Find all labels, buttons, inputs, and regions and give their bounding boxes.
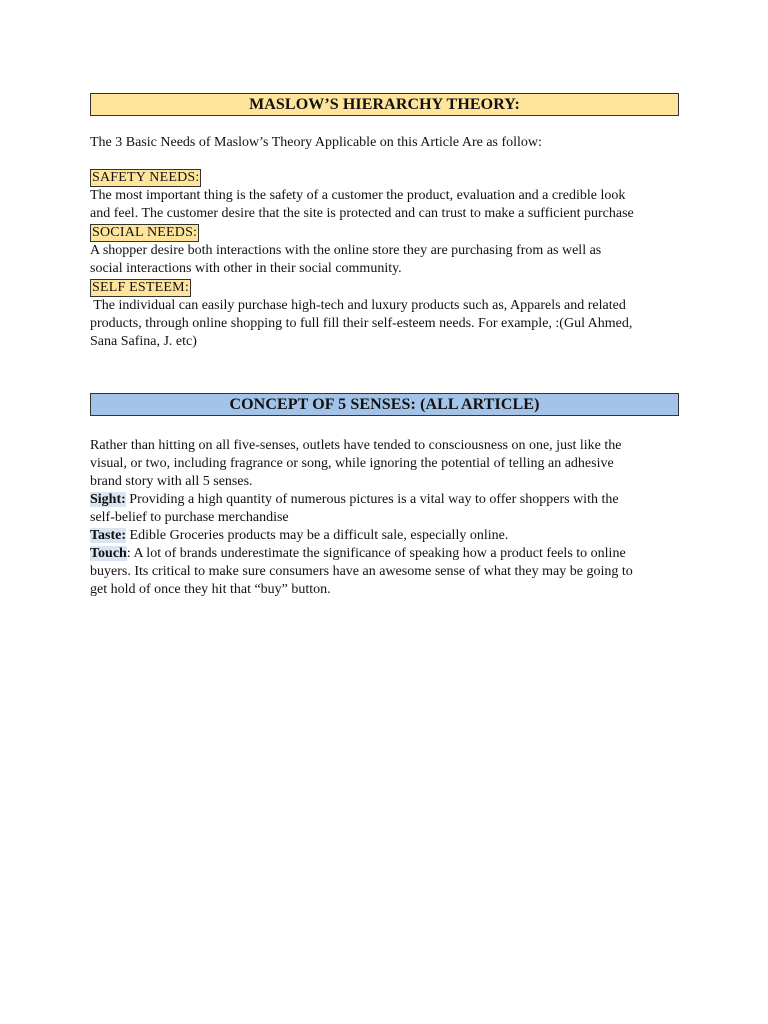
safety-needs-section	[90, 168, 680, 223]
touch-line: buyers. Its critical to make sure consumers have an awesome sense of what they may be going to	[90, 564, 633, 579]
sight-line	[90, 491, 680, 509]
self-esteem-line: The individual can easily purchase high-tech and luxury products such as, Apparels and related	[90, 298, 626, 313]
self-esteem-line: Sana Safina, J. etc)	[90, 334, 197, 349]
touch-line	[90, 545, 680, 563]
touch-label: Touch	[90, 546, 127, 561]
taste-line	[90, 527, 680, 545]
senses-intro-line: brand story with all 5 senses.	[90, 474, 253, 489]
self-esteem-section	[90, 278, 680, 351]
senses-intro	[90, 437, 680, 599]
senses-intro-line: Rather than hitting on all five-senses, outlets have tended to consciousness on one, just like the	[90, 438, 622, 453]
social-needs-label: SOCIAL NEEDS:	[92, 225, 198, 240]
sight-line: self-belief to purchase merchandise	[90, 510, 289, 525]
self-esteem-line: products, through online shopping to full fill their self-esteem needs. For example, :(Gul Ahmed,	[90, 316, 633, 331]
social-needs-line: A shopper desire both interactions with the online store they are purchasing from as well as	[90, 243, 602, 258]
taste-text: Edible Groceries products may be a difficult sale, especially online.	[126, 528, 509, 543]
maslow-heading: MASLOW’S HIERARCHY THEORY:	[90, 93, 679, 116]
senses-intro-line: visual, or two, including fragrance or song, while ignoring the potential of telling an adhesive	[90, 456, 614, 471]
safety-needs-line: The most important thing is the safety of a customer the product, evaluation and a credible look	[90, 188, 626, 203]
safety-needs-label: SAFETY NEEDS:	[92, 170, 200, 185]
sight-text: Providing a high quantity of numerous pictures is a vital way to offer shoppers with the	[125, 492, 619, 507]
maslow-intro: The 3 Basic Needs of Maslow’s Theory Applicable on this Article Are as follow:	[90, 135, 542, 150]
social-needs-section	[90, 223, 680, 278]
social-needs-line: social interactions with other in their social community.	[90, 261, 402, 276]
sight-label: Sight:	[90, 492, 126, 507]
taste-label: Taste:	[90, 528, 127, 543]
touch-line: get hold of once they hit that “buy” button.	[90, 582, 331, 597]
self-esteem-label: SELF ESTEEM:	[92, 280, 189, 295]
safety-needs-line: and feel. The customer desire that the site is protected and can trust to make a sufficient purchase	[90, 206, 634, 221]
document-page	[90, 93, 680, 599]
touch-text: : A lot of brands underestimate the significance of speaking how a product feels to online	[126, 546, 626, 561]
senses-heading: CONCEPT OF 5 SENSES: (ALL ARTICLE)	[90, 393, 679, 416]
